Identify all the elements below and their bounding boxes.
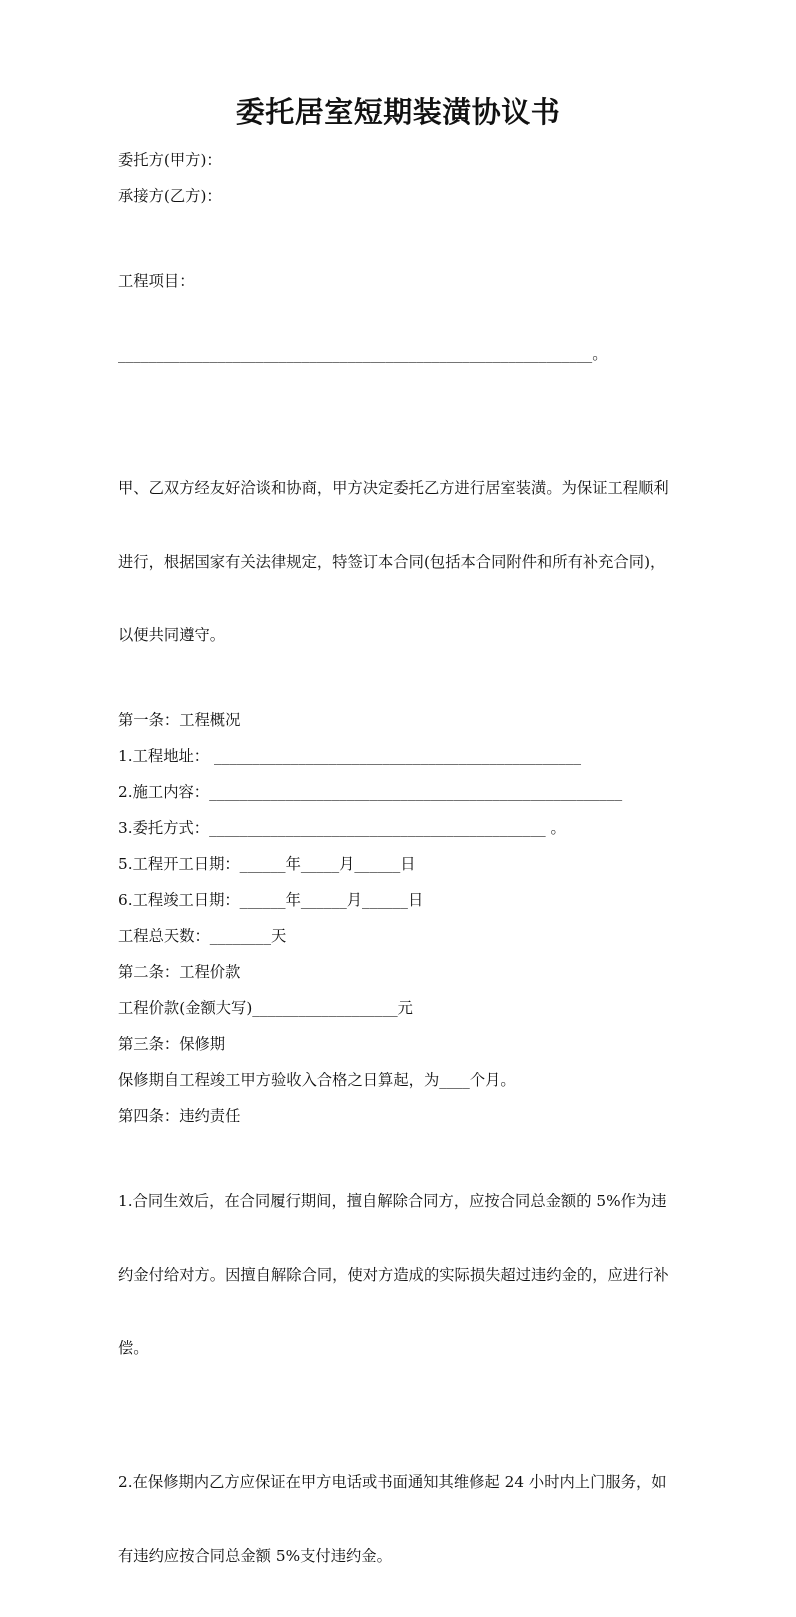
construction-content-line: 2.施工内容：______________________________________________________ bbox=[118, 783, 623, 802]
document-title: 委托居室短期装潢协议书 bbox=[235, 95, 561, 129]
start-date-line: 5.工程开工日期：______年_____月______日 bbox=[118, 855, 416, 874]
preamble-line: 甲、乙双方经友好洽谈和协商，甲方决定委托乙方进行居室装潢。为保证工程顺利 bbox=[118, 479, 669, 498]
client-party-line: 委托方(甲方)： bbox=[118, 150, 222, 169]
project-label: 工程项目： bbox=[118, 271, 195, 290]
project-address-line: 1.工程地址： ________________________________________________ bbox=[118, 747, 582, 766]
total-days-line: 工程总天数：________天 bbox=[118, 927, 287, 946]
project-paragraph bbox=[118, 220, 718, 416]
document-body bbox=[0, 148, 718, 1617]
preamble-line: 以便共同遵守。 bbox=[118, 626, 226, 645]
contractor-party-line: 承接方(乙方)： bbox=[118, 186, 222, 205]
preamble-paragraph bbox=[118, 427, 718, 697]
article4-heading: 第四条：违约责任 bbox=[118, 1107, 241, 1126]
warranty-period-line: 保修期自工程竣工甲方验收入合格之日算起，为____个月。 bbox=[118, 1071, 516, 1090]
article2-heading: 第二条：工程价款 bbox=[118, 963, 241, 982]
clause-line: 1.合同生效后，在合同履行期间，擅自解除合同方，应按合同总金额的 5%作为违 bbox=[118, 1192, 667, 1211]
clause-line: 有违约应按合同总金额 5%支付违约金。 bbox=[118, 1546, 392, 1565]
commission-method-line: 3.委托方式：____________________________________________ 。 bbox=[118, 819, 566, 838]
project-price-line: 工程价款(金额大写)___________________元 bbox=[118, 999, 413, 1018]
project-blank: ______________________________________________________________。 bbox=[118, 345, 608, 364]
article1-heading: 第一条：工程概况 bbox=[118, 711, 241, 730]
preamble-line: 进行，根据国家有关法律规定，特签订本合同(包括本合同附件和所有补充合同)， bbox=[118, 552, 666, 571]
breach-clause-1 bbox=[118, 1140, 718, 1410]
completion-date-line: 6.工程竣工日期：______年______月______日 bbox=[118, 891, 424, 910]
clause-line: 约金付给对方。因擅自解除合同，使对方造成的实际损失超过违约金的，应进行补 bbox=[118, 1265, 669, 1284]
clause-line: 2.在保修期内乙方应保证在甲方电话或书面通知其维修起 24 小时内上门服务，如 bbox=[118, 1473, 667, 1492]
article3-heading: 第三条：保修期 bbox=[118, 1035, 226, 1054]
clause-line: 偿。 bbox=[118, 1339, 149, 1358]
breach-clause-2 bbox=[118, 1421, 718, 1617]
